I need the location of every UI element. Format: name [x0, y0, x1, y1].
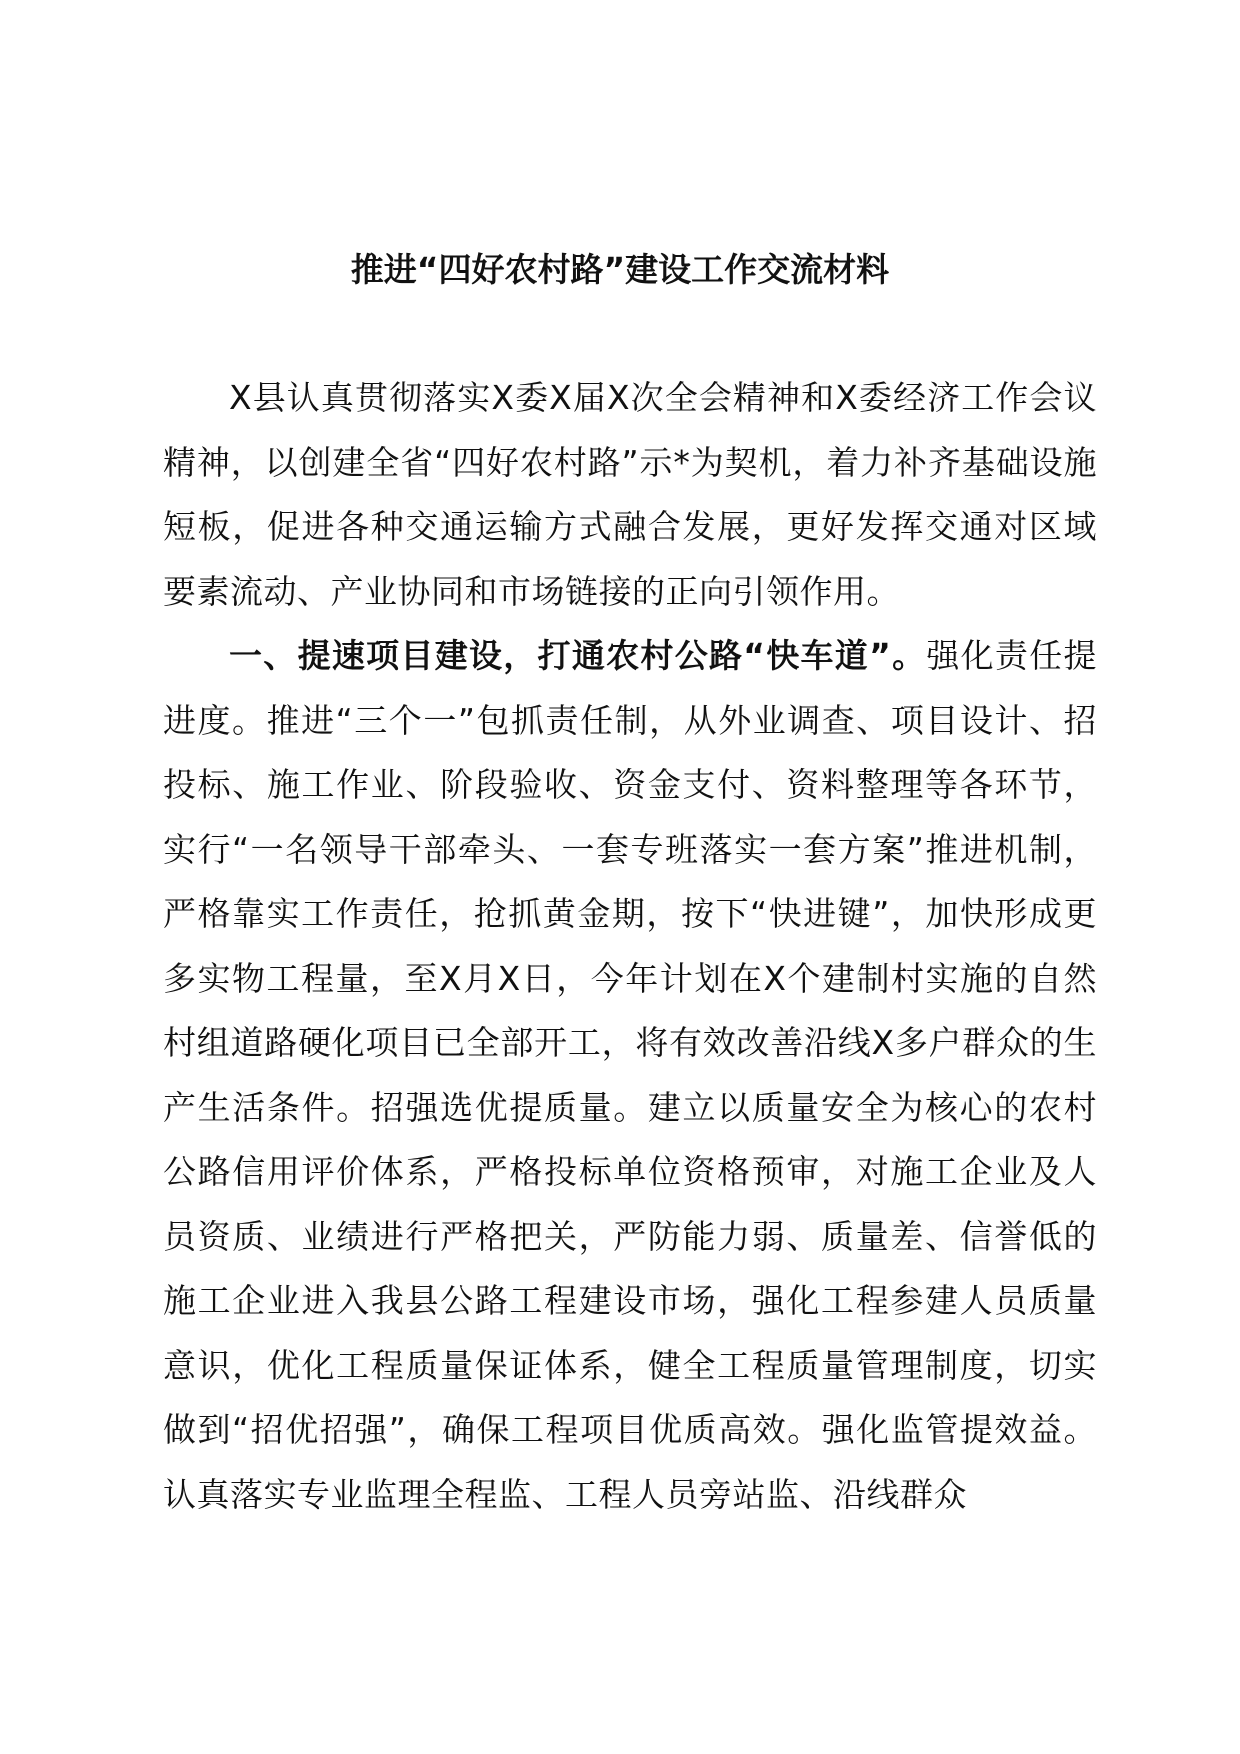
document-body [163, 366, 1097, 1527]
section-1-paragraph [163, 624, 1097, 1527]
section-1-body: 强化责任提进度。推进“三个一”包抓责任制，从外业调查、项目设计、招投标、施工作业、阶段验收、资金支付、资料整理等各环节，实行“一名领导干部牵头、一套专班落实一套方案”推进机制，严格靠实工作责任，抢抓黄金期，按下“快进键”，加快形成更多实物工程量，至X月X日，今年计划在X个建制村实施的自然村组道路硬化项目已全部开工，将有效改善沿线X多户群众的生产生活条件。招强选优提质量。建立以质量安全为核心的农村公路信用评价体系，严格投标单位资格预审，对施工企业及人员资质、业绩进行严格把关，严防能力弱、质量差、信誉低的施工企业进入我县公路工程建设市场，强化工程参建人员质量意识，优化工程质量保证体系，健全工程质量管理制度，切实做到“招优招强”，确保工程项目优质高效。强化监管提效益。认真落实专业监理全程监、工程人员旁站监、沿线群众 [163, 636, 1097, 1514]
intro-paragraph: X县认真贯彻落实X委X届X次全会精神和X委经济工作会议精神，以创建全省“四好农村路”示*为契机，着力补齐基础设施短板，促进各种交通运输方式融合发展，更好发挥交通对区域要素流动、产业协同和市场链接的正向引领作用。 [163, 378, 1097, 611]
document-title: 推进“四好农村路”建设工作交流材料 [350, 250, 890, 289]
section-1-heading: 一、提速项目建设，打通农村公路“快车道”。 [229, 636, 927, 675]
